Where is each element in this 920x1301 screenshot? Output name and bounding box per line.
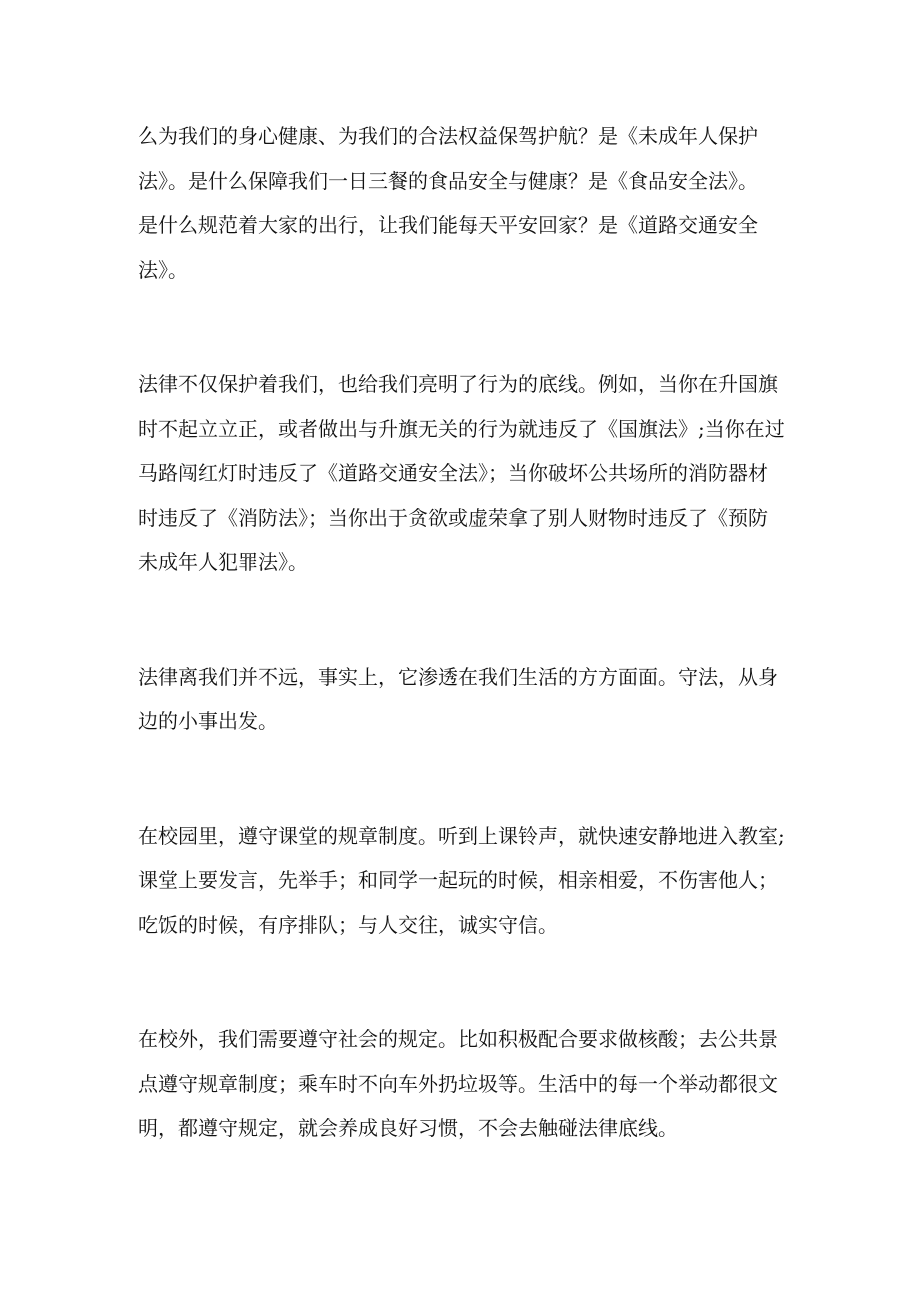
paragraph-line: 在校外，我们需要遵守社会的规定。比如积极配合要求做核酸；去公共景 [138,1027,778,1051]
paragraph-line: 法》。是什么保障我们一日三餐的食品安全与健康？是《食品安全法》。 [138,168,758,193]
paragraph-3 [138,655,798,744]
paragraph-line: 法》。 [138,257,188,282]
paragraph-line: 在校园里，遵守课堂的规章制度。听到上课铃声，就快速安静地进入教室; [138,823,785,848]
paragraph-line: 课堂上要发言，先举手；和同学一起玩的时候，相亲相爱，不伤害他人； [138,868,778,892]
paragraph-line: 法律离我们并不远，事实上，它渗透在我们生活的方方面面。守法，从身 [138,664,778,689]
paragraph-line: 么为我们的身心健康、为我们的合法权益保驾护航？是《未成年人保护 [138,124,758,148]
paragraph-line: 马路闯红灯时违反了《道路交通安全法》；当你破坏公共场所的消防器材 [138,461,768,485]
paragraph-4 [138,814,798,948]
paragraph-line: 点遵守规章制度；乘车时不向车外扔垃圾等。生活中的每一个举动都很文 [138,1071,778,1096]
paragraph-line: 法律不仅保护着我们，也给我们亮明了行为的底线。例如，当你在升国旗 [138,372,778,396]
paragraph-line: 明，都遵守规定，就会养成良好习惯，不会去触碰法律底线。 [138,1116,678,1140]
paragraph-1 [138,114,798,292]
paragraph-line: 吃饭的时候，有序排队；与人交往，诚实守信。 [138,912,558,937]
paragraph-5 [138,1017,798,1151]
paragraph-line: 是什么规范着大家的出行，让我们能每天平安回家？是《道路交通安全 [138,213,758,237]
paragraph-line: 未成年人犯罪法》。 [138,550,308,574]
document-body [138,114,798,1221]
paragraph-line: 时违反了《消防法》；当你出于贪欲或虚荣拿了别人财物时违反了《预防 [138,505,768,530]
paragraph-line: 边的小事出发。 [138,709,278,733]
paragraph-2 [138,362,798,585]
paragraph-line: 时不起立立正，或者做出与升旗无关的行为就违反了《国旗法》;当你在过 [138,416,785,441]
